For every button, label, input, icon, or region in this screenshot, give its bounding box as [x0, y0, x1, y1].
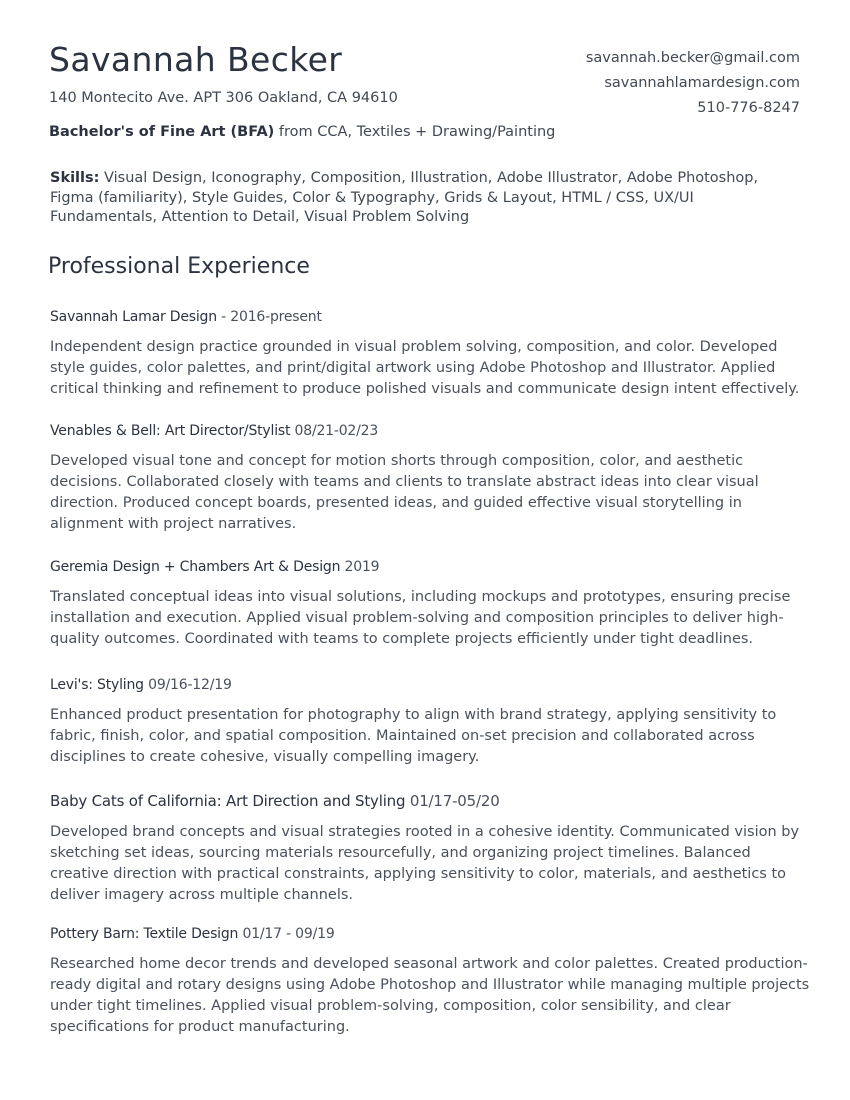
job-description: Translated conceptual ideas into visual solutions, including mockups and prototypes, ensuring precise installation and execution. Applied visual problem-solving and composition principles to deliver high-quality outcomes. Coordinated with teams to complete projects efficiently under tight deadlines.: [50, 589, 791, 647]
job-title: Geremia Design + Chambers Art & Design: [50, 559, 341, 575]
job-date: 01/17-05/20: [405, 792, 500, 810]
job-entry: [50, 677, 810, 768]
address: 140 Montecito Ave. APT 306 Oakland, CA 94610: [49, 90, 398, 106]
job-title: Levi's: Styling: [50, 677, 144, 693]
website-link[interactable]: savannahlamardesign.com: [604, 75, 800, 91]
job-title: Baby Cats of California: Art Direction and Styling: [50, 792, 406, 810]
job-description: Developed visual tone and concept for motion shorts through composition, color, and aesthetic decisions. Collaborated closely with teams and clients to translate abstract ideas into clear visual direction. Produced concept boards, presented ideas, and guided effective visual storytelling in alignment with project narratives.: [50, 453, 759, 532]
job-entry: [50, 926, 810, 1038]
job-entry: [50, 309, 810, 400]
job-title: Venables & Bell: Art Director/Stylist: [50, 423, 291, 439]
section-title-experience: Professional Experience: [48, 254, 310, 279]
job-date: - 2016-present: [216, 309, 322, 325]
phone-number: 510-776-8247: [697, 100, 800, 116]
job-date: 01/17 - 09/19: [238, 926, 335, 942]
job-entry: [50, 423, 810, 535]
degree-title: Bachelor's of Fine Art (BFA): [49, 124, 275, 140]
candidate-name: Savannah Becker: [49, 40, 343, 79]
email-link[interactable]: savannah.becker@gmail.com: [585, 50, 800, 66]
job-description: Enhanced product presentation for photography to align with brand strategy, applying sensitivity to fabric, finish, color, and spatial composition. Maintained on-set precision and collaborated across disciplines to create cohesive, visually compelling imagery.: [50, 707, 777, 765]
job-description: Developed brand concepts and visual strategies rooted in a cohesive identity. Communicated vision by sketching set ideas, sourcing materials resourcefully, and organizing project timelines. Balanced creative direction with practical constraints, applying sensitivity to color, materials, and aesthetics to deliver imagery across multiple channels.: [50, 824, 800, 903]
education: [49, 124, 555, 140]
degree-details: from CCA, Textiles + Drawing/Painting: [274, 124, 556, 140]
job-entry: [50, 792, 810, 906]
contact-info: [586, 46, 800, 121]
job-description: Independent design practice grounded in visual problem solving, composition, and color. Developed style guides, color palettes, and print/digital artwork using Adobe Photoshop and Illustrator. Applied critical thinking and refinement to produce polished visuals and communicate design intent effectively.: [50, 339, 800, 397]
job-date: 09/16-12/19: [143, 677, 232, 693]
skills: [50, 169, 790, 228]
job-title: Pottery Barn: Textile Design: [50, 926, 239, 942]
skills-label: Skills:: [50, 170, 100, 186]
skills-list: Visual Design, Iconography, Composition, Illustration, Adobe Illustrator, Adobe Photoshop, Figma (familiarity), Style Guides, Color & Typography, Grids & Layout, HTML / CSS, UX/UI Fundamentals, Attention to Detail, Visual Problem Solving: [50, 170, 759, 225]
job-description: Researched home decor trends and developed seasonal artwork and color palettes. Created production-ready digital and rotary designs using Adobe Photoshop and Illustrator while managing multiple projects under tight timelines. Applied visual problem-solving, composition, color sensibility, and clear specifications for product manufacturing.: [50, 956, 810, 1035]
job-date: 2019: [340, 559, 380, 575]
job-date: 08/21-02/23: [290, 423, 379, 439]
job-title: Savannah Lamar Design: [50, 309, 217, 325]
job-entry: [50, 559, 810, 650]
